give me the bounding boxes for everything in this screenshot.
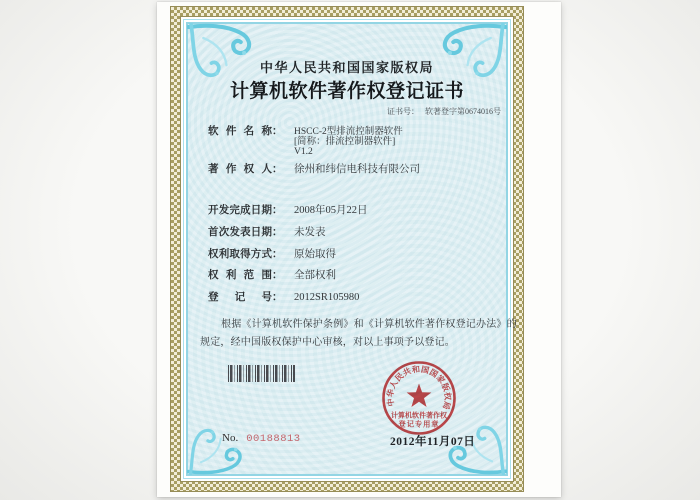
field-value: 全部权利	[294, 270, 336, 281]
field-copyright-owner	[208, 164, 420, 175]
seal-text-line2: 登记专用章	[398, 420, 440, 429]
registration-statement	[200, 316, 517, 352]
field-colon: ：	[272, 249, 283, 260]
field-colon: ：	[272, 227, 283, 238]
corner-flourish-icon	[187, 417, 245, 475]
official-seal	[380, 359, 458, 437]
certificate-number	[387, 106, 501, 117]
statement-line: 规定，经中国版权保护中心审核，对以上事项予以登记。	[200, 337, 455, 348]
ornamental-border	[170, 6, 524, 492]
certificate-number-value: 软著登字第0674016号	[425, 107, 501, 116]
field-colon: ：	[272, 164, 283, 175]
field-colon: ：	[272, 205, 283, 216]
inner-border-line	[180, 16, 517, 482]
field-row	[208, 270, 336, 281]
field-label: 开发完成日期	[208, 205, 272, 216]
serial-number	[222, 432, 301, 445]
inner-border-line-2	[183, 19, 517, 479]
field-row	[208, 249, 336, 260]
certificate-paper	[157, 2, 561, 497]
field-label: 首次发表日期	[208, 227, 272, 238]
software-short-name: [简称：排流控制器软件]	[294, 137, 396, 147]
issue-date: 2012年11月07日	[390, 436, 476, 448]
serial-label: No.	[222, 432, 239, 444]
field-colon: ：	[272, 126, 283, 137]
field-label: 著作权人	[208, 164, 272, 175]
field-label: 软件名称	[208, 126, 272, 137]
software-version: V1.2	[294, 147, 313, 157]
field-row	[208, 227, 326, 238]
statement-line: 根据《计算机软件保护条例》和《计算机软件著作权登记办法》的	[221, 319, 517, 330]
authority-name: 中华人民共和国国家版权局	[259, 60, 434, 75]
field-row	[208, 205, 368, 216]
field-label: 登记号	[208, 292, 272, 303]
field-value: 未发表	[294, 227, 326, 238]
seal-star-icon	[407, 384, 432, 408]
serial-digits: 00188813	[246, 433, 301, 445]
field-label: 权利取得方式	[208, 249, 272, 260]
field-value: 徐州和纬信电科技有限公司	[294, 164, 420, 175]
field-colon: ：	[272, 270, 283, 281]
field-value: 原始取得	[294, 249, 336, 260]
certificate-title: 计算机软件著作权登记证书	[229, 81, 464, 102]
certificate-body	[186, 22, 517, 476]
field-row	[208, 292, 359, 303]
field-value: HSCC-2型排流控制器软件	[294, 127, 403, 137]
seal-text-line1: 计算机软件著作权	[391, 411, 447, 420]
field-label: 权利范围	[208, 270, 272, 281]
seal-ring-text: 中华人民共和国国家版权局	[385, 364, 453, 411]
certificate-number-label: 证书号：	[387, 107, 419, 116]
field-colon: ：	[272, 292, 283, 303]
barcode	[228, 365, 295, 382]
field-value: 2008年05月22日	[294, 205, 368, 216]
field-value: 2012SR105980	[294, 292, 360, 303]
